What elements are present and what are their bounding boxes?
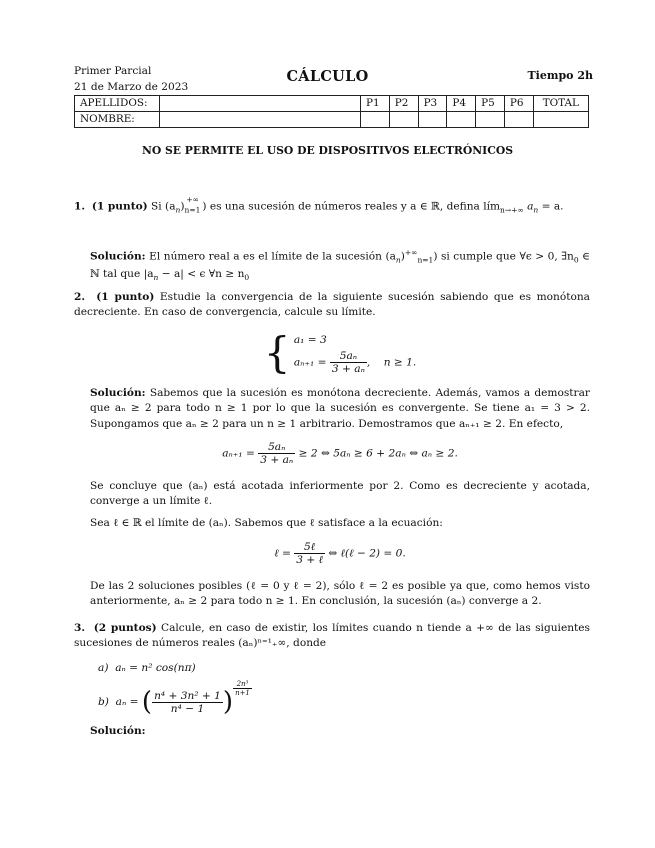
q2-solution-label: Solución: <box>90 387 146 399</box>
q3-b-lhs: aₙ = <box>115 696 139 709</box>
q2-sys-den: 3 + aₙ <box>331 363 365 376</box>
q3-b-exp-den: n+1 <box>235 689 250 698</box>
q3-item-b: b) aₙ = ( $\frac{\text{n⁴ + 3n² + 1}}{\text{n⁴ − 1}}$ ) $\frac{\text{2n³}}{n+1}$ <box>98 680 250 717</box>
q2-sys-lhs: aₙ₊₁ = <box>293 356 327 369</box>
q2-eq2-num: 5ℓ <box>294 541 325 554</box>
table-row <box>75 112 589 128</box>
q2-eq2-den: 3 + ℓ <box>296 554 323 567</box>
score-p3 <box>418 112 447 128</box>
q3-a-expr: aₙ = n² cos(nπ) <box>115 662 196 674</box>
score-p1 <box>361 112 390 128</box>
question-1: 1. (1 punto) Si $(a_n)_{n=1}^{+\infty}$ ) es una sucesión de números reales y a ∈ ℝ, defina lím$_{n\to+\infty}$ $a_n = a$. <box>74 195 564 215</box>
q3-number: 3. <box>74 622 86 634</box>
q1-solution-label: Solución: <box>90 250 146 263</box>
q2-sol-paragraph-3: Sea ℓ ∈ ℝ el límite de (aₙ). Sabemos que ℓ satisface a la ecuación: <box>90 517 443 529</box>
col-p2: P2 <box>389 96 418 112</box>
q2-sys-num: 5aₙ <box>330 350 367 363</box>
q2-eq1-lhs: aₙ₊₁ = <box>222 447 255 460</box>
table-row <box>75 96 589 112</box>
exam-date: 21 de Marzo de 2023 <box>74 81 189 93</box>
q2-sol-paragraph-4: De las 2 soluciones posibles (ℓ = 0 y ℓ = 2), sólo ℓ = 2 es posible ya que, como hemos visto anteriormente, aₙ ≥ 2 para todo n ≥ 1. En conclusión, la sucesión (aₙ) converge a 2. <box>90 580 590 608</box>
score-p4 <box>447 112 476 128</box>
q2-eq1-den: 3 + aₙ <box>260 454 294 467</box>
q1-seq-sup: +∞ <box>186 195 199 204</box>
score-p2 <box>389 112 418 128</box>
q2-text: Estudie la convergencia de la siguiente sucesión sabiendo que es monótona decreciente. En caso de convergencia, calcule su límite. <box>74 291 590 319</box>
score-total <box>533 112 588 128</box>
q1-points: (1 punto) <box>91 200 148 213</box>
q1-text-d: = a. <box>538 200 564 213</box>
q1-number: 1. <box>74 200 86 213</box>
question-2 <box>74 290 590 321</box>
q1-text-b: ) es una sucesión de números reales y a ∈ ℝ, defina lím <box>202 200 501 213</box>
name-label: NOMBRE: <box>75 112 160 128</box>
q3-text: Calcule, en caso de existir, los límites cuando n tiende a +∞ de las siguientes sucesiones de números reales (aₙ)ⁿ⁼¹₊∞, donde <box>74 622 590 650</box>
q3-a-label: a) <box>98 662 109 674</box>
q2-eq1-rest: ≥ 2 ⇔ 5aₙ ≥ 6 + 2aₙ ⇔ aₙ ≥ 2. <box>298 447 458 460</box>
q2-recurrence-system: { a₁ = 3 aₙ₊₁ = $\frac{\text{5aₙ}}{\text{3 + aₙ}}$ , n ≥ 1. <box>263 327 417 377</box>
q1-solution: Solución: El número real a es el límite de la sucesión $(a_n)^{+\infty}_{n=1}$) si cumple que ∀ϵ > 0, $\exists n_0$ ∈ ℕ tal que $|a_n - a| < \epsilon$ ∀n ≥ $n_0$ <box>90 248 590 282</box>
q2-equation-2 <box>90 541 590 566</box>
q1-sol-b: ) si cumple que ∀ϵ > 0, ∃n <box>433 250 574 263</box>
q2-sol-paragraph-2: Se concluye que (aₙ) está acotada inferiormente por 2. Como es decreciente y acotada, converge a un límite ℓ. <box>90 480 590 508</box>
q1-lim-sub: n→+∞ <box>500 205 524 215</box>
exam-type: Primer Parcial <box>74 65 152 77</box>
name-field[interactable] <box>160 112 361 128</box>
q2-sol-p1: Sabemos que la sucesión es monótona decreciente. Además, vamos a demostrar que aₙ ≥ 2 para todo n ≥ 1 por lo que la sucesión es convergente. Se tiene a₁ = 3 > 2. Supongamos que aₙ ≥ 2 para un n ≥ 1 arbitrario. Demostramos que aₙ₊₁ ≥ 2. En efecto, <box>90 387 590 430</box>
q1-text-c: a <box>527 200 534 213</box>
q1-text-a: Si (a <box>151 200 176 213</box>
q1-sol-d: − a| < ϵ ∀n ≥ n <box>158 267 245 280</box>
page-title: CÁLCULO <box>286 68 369 85</box>
student-grade-table <box>74 95 589 128</box>
q1-seq-sub: n=1 <box>184 205 201 215</box>
q3-b-exp-num: 2n³ <box>233 680 252 689</box>
col-p6: P6 <box>504 96 533 112</box>
q2-number: 2. <box>74 291 86 303</box>
q2-points: (1 punto) <box>96 291 155 303</box>
q2-equation-1 <box>90 441 590 466</box>
q2-eq2-lhs: ℓ = <box>274 547 291 560</box>
col-total: TOTAL <box>533 96 588 112</box>
surname-field[interactable] <box>160 96 361 112</box>
q3-b-num: n⁴ + 3n² + 1 <box>154 690 221 703</box>
score-p5 <box>476 112 505 128</box>
q3-solution-label: Solución: <box>90 725 146 737</box>
q3-b-den: n⁴ − 1 <box>170 703 205 716</box>
q3-item-a <box>98 661 196 676</box>
col-p4: P4 <box>447 96 476 112</box>
q2-sys-cond: n ≥ 1. <box>383 356 417 369</box>
q2-eq2-rest: ⇔ ℓ(ℓ − 2) = 0. <box>328 547 406 560</box>
device-warning: NO SE PERMITE EL USO DE DISPOSITIVOS ELECTRÓNICOS <box>141 144 514 157</box>
col-p5: P5 <box>476 96 505 112</box>
col-p1: P1 <box>361 96 390 112</box>
q2-eq1-num: 5aₙ <box>258 441 295 454</box>
q2-sys-line1: a₁ = 3 <box>293 334 327 346</box>
q3-b-label: b) <box>98 696 109 709</box>
q1-sol-c: ∈ ℕ tal que |a <box>90 250 590 280</box>
surname-label: APELLIDOS: <box>75 96 160 112</box>
question-3 <box>74 621 590 652</box>
q2-solution <box>90 386 590 432</box>
score-p6 <box>504 112 533 128</box>
col-p3: P3 <box>418 96 447 112</box>
q1-sol-a: El número real a es el límite de la sucesión (a <box>149 250 396 263</box>
exam-time: Tiempo 2h <box>527 69 593 82</box>
q3-points: (2 puntos) <box>93 622 157 634</box>
